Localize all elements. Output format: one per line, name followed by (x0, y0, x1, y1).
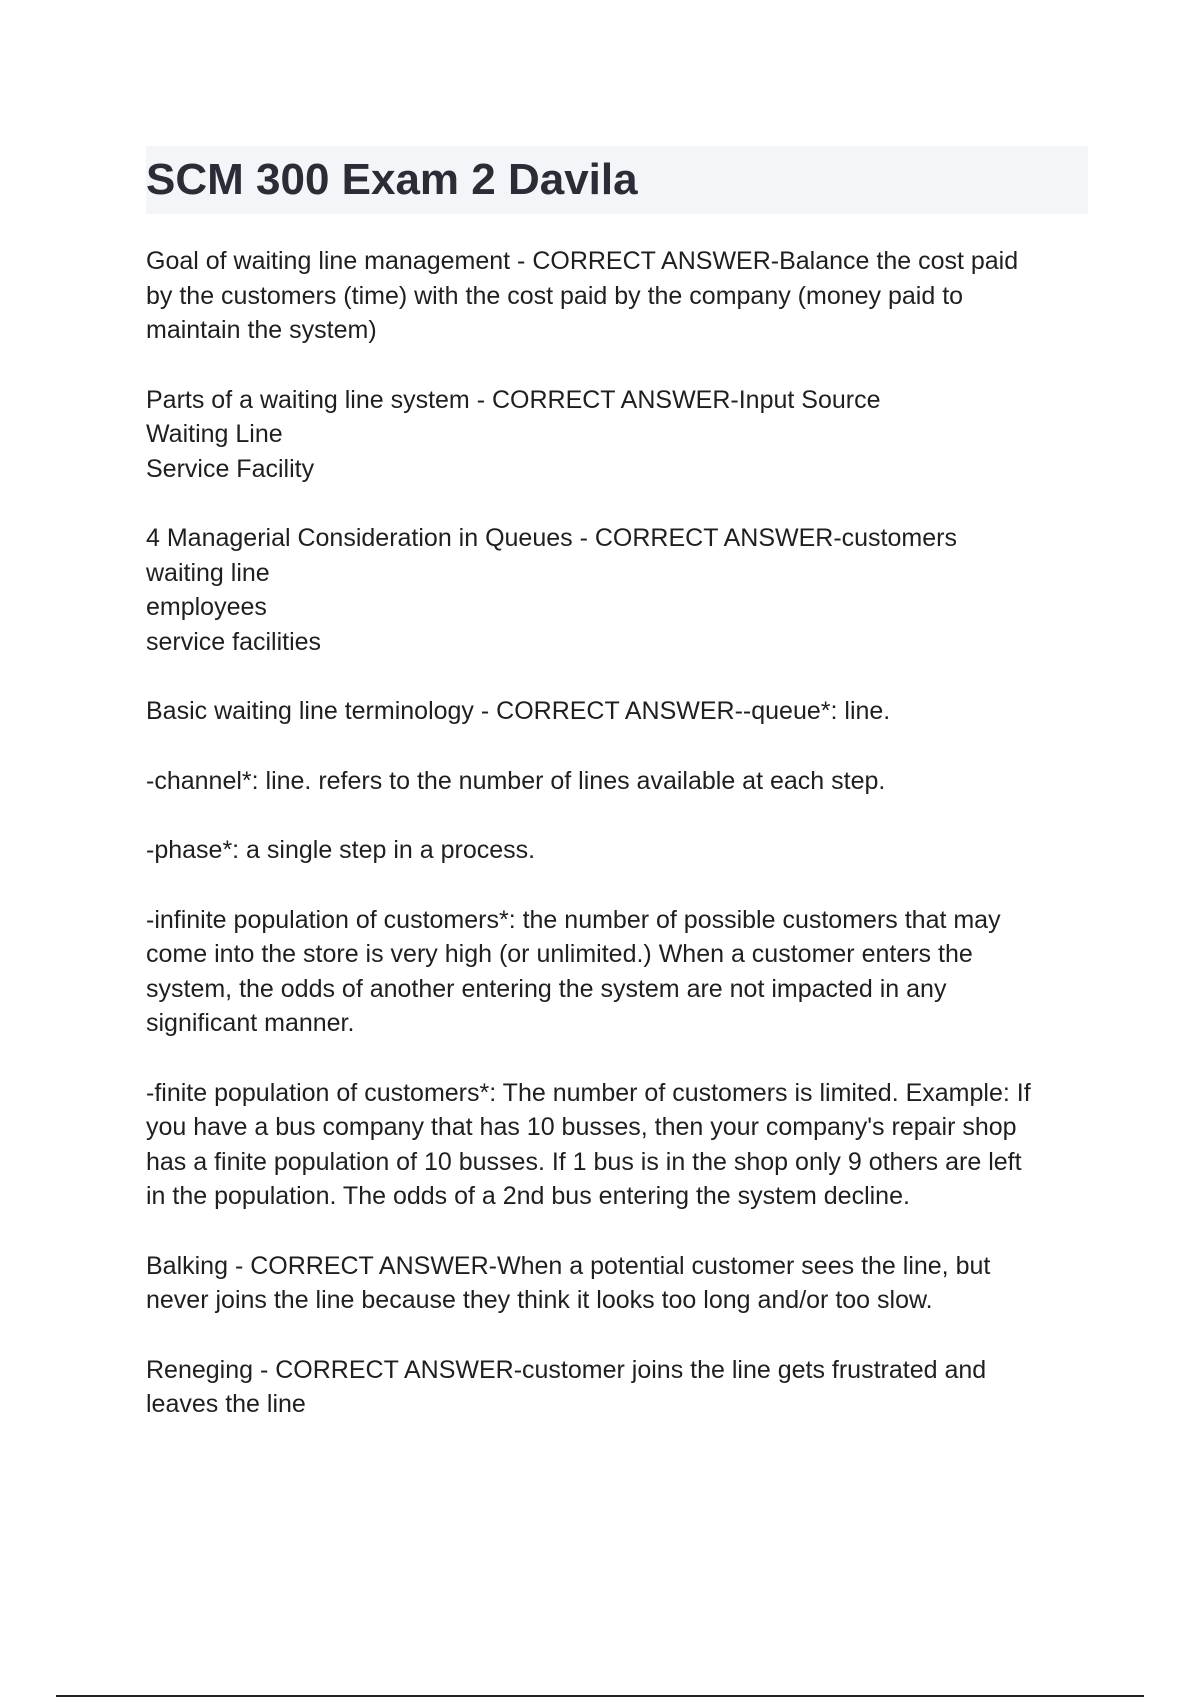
text-line: Service Facility (146, 454, 315, 483)
text-line: in the population. The odds of a 2nd bus entering the system decline. (146, 1182, 910, 1210)
text-line: you have a bus company that has 10 busses, then your company's repair shop (146, 1113, 1017, 1141)
text-line: Balking - CORRECT ANSWER-When a potential customer sees the line, but (146, 1251, 991, 1280)
text-line: Goal of waiting line management - CORRECT ANSWER-Balance the cost paid (146, 247, 1019, 275)
text-line: employees (146, 593, 267, 621)
paragraph-balking (146, 1249, 1086, 1318)
text-line: -infinite population of customers*: the number of possible customers that may (146, 905, 1001, 934)
text-line: Waiting Line (146, 420, 283, 448)
text-line: waiting line (146, 558, 270, 587)
text-line: -channel*: line. refers to the number of lines available at each step. (146, 766, 886, 795)
paragraph-infinite-population (146, 903, 1086, 1041)
text-line: 4 Managerial Consideration in Queues - CORRECT ANSWER-customers (146, 524, 957, 552)
text-line: by the customers (time) with the cost paid by the company (money paid to (146, 281, 964, 310)
text-line: service facilities (146, 627, 322, 656)
paragraph-reneging (146, 1353, 1086, 1422)
document-title: SCM 300 Exam 2 Davila (146, 155, 638, 204)
paragraph-waiting-line-goal (146, 244, 1086, 348)
paragraph-finite-population (146, 1076, 1086, 1214)
text-line: -finite population of customers*: The number of customers is limited. Example: If (146, 1078, 1031, 1107)
footer-divider (56, 1695, 1144, 1697)
text-line: has a finite population of 10 busses. If 1 bus is in the shop only 9 others are left (146, 1147, 1022, 1176)
text-line: leaves the line (146, 1390, 306, 1418)
text-line: Parts of a waiting line system - CORRECT ANSWER-Input Source (146, 385, 881, 414)
paragraph-channel (146, 764, 1086, 799)
text-line: Basic waiting line terminology - CORRECT ANSWER--queue*: line. (146, 697, 891, 725)
text-line: -phase*: a single step in a process. (146, 836, 536, 864)
paragraph-managerial-considerations (146, 521, 1086, 659)
text-line: Reneging - CORRECT ANSWER-customer joins the line gets frustrated and (146, 1355, 987, 1384)
text-line: maintain the system) (146, 316, 377, 344)
text-line: never joins the line because they think it looks too long and/or too slow. (146, 1286, 933, 1314)
document-body (146, 244, 1086, 1457)
paragraph-waiting-line-parts (146, 383, 1086, 487)
text-line: significant manner. (146, 1009, 355, 1037)
paragraph-basic-terminology (146, 694, 1086, 729)
text-line: system, the odds of another entering the system are not impacted in any (146, 974, 947, 1003)
text-line: come into the store is very high (or unlimited.) When a customer enters the (146, 940, 973, 968)
paragraph-phase (146, 833, 1086, 868)
